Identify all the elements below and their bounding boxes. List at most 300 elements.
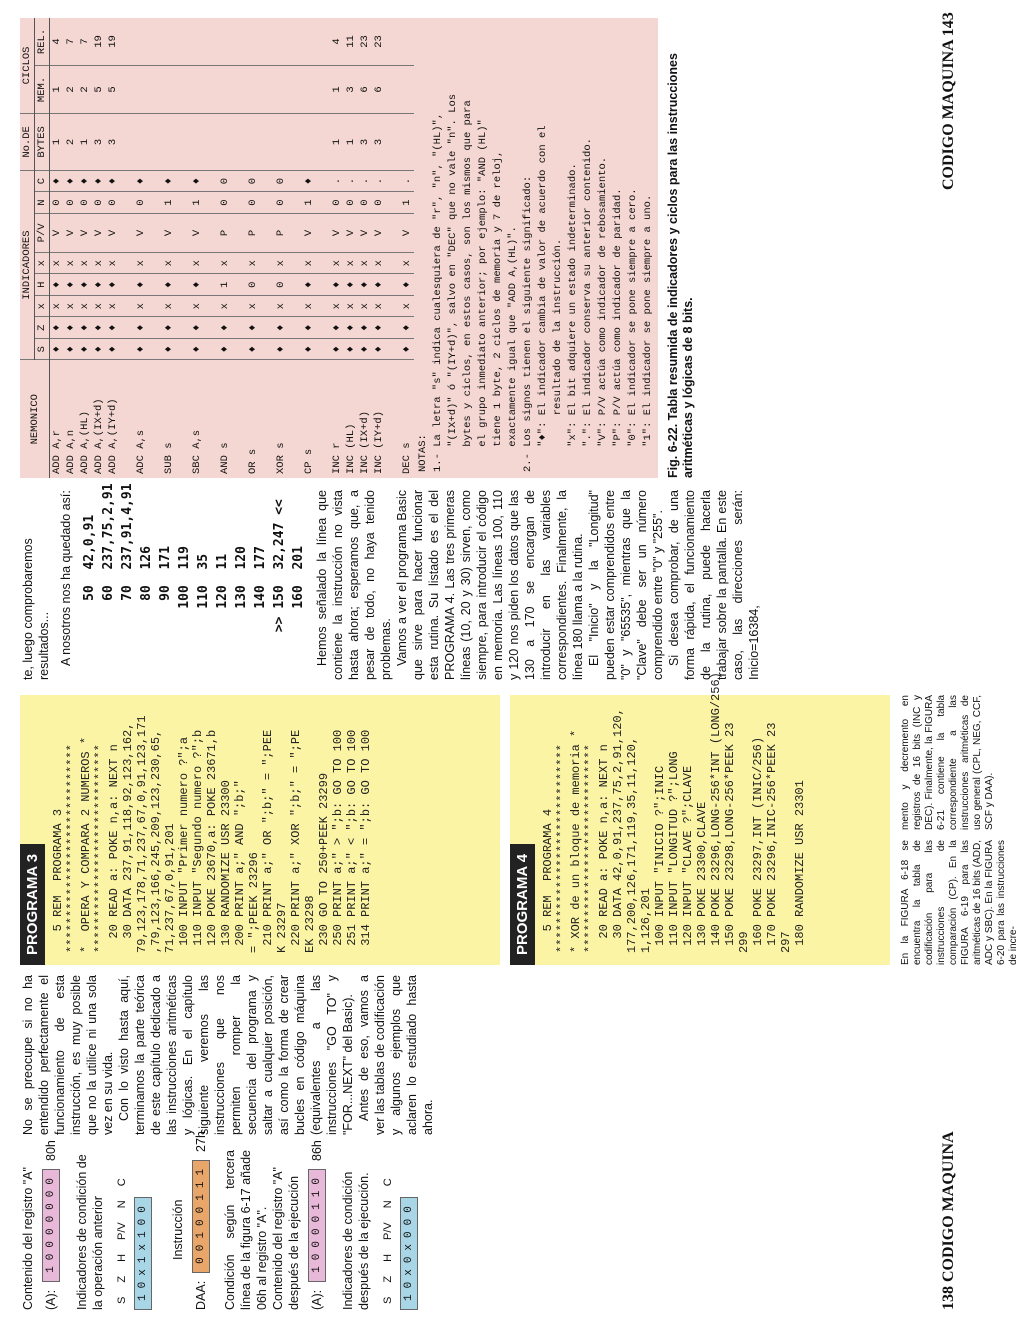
cell-flag (386, 295, 400, 316)
flag-names: S Z H P/V N C (116, 1178, 128, 1304)
cell-flag: x (162, 252, 176, 273)
cell-mnemonic: ADD A,(HL) (79, 410, 91, 474)
cell-flag (204, 213, 218, 252)
cell-flag: x (344, 295, 358, 316)
cell-flag: ♦ (64, 317, 78, 338)
table-row (260, 18, 274, 478)
cell-b (232, 113, 246, 170)
cell-flag (120, 338, 134, 359)
cell-rel (204, 18, 218, 65)
cell-flag: x (400, 252, 414, 273)
cell-mem (120, 65, 134, 113)
table-row (302, 18, 316, 478)
cell-flag (260, 252, 274, 273)
cell-mnemonic: INC (IX+d) (359, 410, 371, 474)
paragraph: Hemos señalado la línea que contiene la instrucción no vista hasta ahora; esperamos que, a pesar de todo, no haya tenido problemas. (315, 490, 393, 680)
cell-b (386, 113, 400, 170)
cell-flag: 0 (92, 192, 106, 213)
cell-mnemonic: XOR s (275, 442, 287, 474)
cell-flag (386, 317, 400, 338)
cell-flag: ♦ (400, 338, 414, 359)
daa-bits: 0 0 1 0 0 1 1 1 (192, 1160, 210, 1273)
cell-mem (274, 65, 288, 113)
cell-flag: x (372, 295, 386, 316)
cell-flag: V (134, 213, 148, 252)
cell-mnemonic: ADD A,(IX+d) (93, 398, 105, 474)
table-row (78, 18, 92, 478)
cell-flag (148, 295, 162, 316)
cell-flag (148, 338, 162, 359)
cell-b (260, 113, 274, 170)
left-page-footer: 138 CODIGO MAQUINA (940, 1131, 957, 1310)
cell-flag (176, 317, 190, 338)
cell-mnemonic: OR s (247, 448, 259, 474)
cell-flag: ♦ (302, 317, 316, 338)
cell-flag: ♦ (106, 170, 120, 191)
cell-flag (148, 213, 162, 252)
table-row (50, 18, 65, 478)
cell-flag: ♦ (302, 170, 316, 191)
cell-b (400, 113, 414, 170)
cell-flag (176, 192, 190, 213)
cell-flag (232, 338, 246, 359)
table-body (50, 18, 415, 478)
table-row (316, 18, 330, 478)
cell-b (288, 113, 302, 170)
cell-mem (162, 65, 176, 113)
cell-mnemonic: ADD A,n (65, 429, 77, 474)
cell-flag (386, 192, 400, 213)
cell-flag: V (50, 213, 65, 252)
cell-flag (316, 317, 330, 338)
cell-flag: P (218, 213, 232, 252)
cell-flag: ♦ (372, 338, 386, 359)
table-row (176, 18, 190, 478)
cell-flag: V (92, 213, 106, 252)
table-row (92, 18, 106, 478)
cell-flag: ♦ (344, 317, 358, 338)
cell-flag: x (246, 295, 260, 316)
cell-flag (288, 170, 302, 191)
table-row (134, 18, 148, 478)
cell-rel: 19 (92, 18, 106, 65)
cell-flag: V (190, 213, 204, 252)
cell-mem: 5 (106, 65, 120, 113)
cell-b: 1 (50, 113, 65, 170)
cell-rel (134, 18, 148, 65)
cell-flag: x (106, 252, 120, 273)
table-row (386, 18, 400, 478)
cell-flag (120, 295, 134, 316)
cell-flag (148, 274, 162, 295)
cell-flag (260, 213, 274, 252)
cell-flag (232, 213, 246, 252)
right-column-1 (20, 483, 990, 680)
cell-b: 1 (330, 113, 344, 170)
indicator-table-panel (20, 18, 990, 478)
cell-flag: ♦ (190, 338, 204, 359)
cell-flag: x (358, 295, 372, 316)
cell-flag: x (162, 295, 176, 316)
cell-flag: ♦ (190, 170, 204, 191)
cell-flag: x (302, 295, 316, 316)
cell-flag: 0 (274, 192, 288, 213)
cell-flag (204, 252, 218, 273)
cell-flag (176, 252, 190, 273)
cell-mnemonic (386, 360, 400, 478)
cell-mnemonic: AND s (219, 442, 231, 474)
cell-flag: ♦ (134, 317, 148, 338)
cell-flag (204, 295, 218, 316)
cell-flag (288, 317, 302, 338)
cell-flag: x (190, 252, 204, 273)
cell-flag (176, 213, 190, 252)
cell-b (120, 113, 134, 170)
cell-b (134, 113, 148, 170)
cell-rel (302, 18, 316, 65)
flags-caption: Indicadores de condición de la operación anterior (75, 1154, 105, 1310)
table-row (64, 18, 78, 478)
cell-flag: ♦ (190, 274, 204, 295)
left-column-2 (20, 975, 990, 1135)
cell-rel (400, 18, 414, 65)
cell-flag: 0 (344, 192, 358, 213)
cell-flag: ♦ (134, 338, 148, 359)
cell-flag (120, 192, 134, 213)
cell-flag: ♦ (92, 338, 106, 359)
cell-rel: 7 (78, 18, 92, 65)
cell-mem (134, 65, 148, 113)
cell-mnemonic (176, 360, 190, 478)
paragraph: A nosotros nos ha quedado así: (59, 490, 73, 666)
cell-flag: ♦ (344, 338, 358, 359)
cell-flag: . (400, 170, 414, 191)
cell-mnemonic (260, 360, 274, 478)
cell-mem (190, 65, 204, 113)
cell-flag: x (134, 252, 148, 273)
cell-flag: x (302, 252, 316, 273)
register-a-after: (A): 1 0 0 0 0 1 1 0 86h (310, 1140, 324, 1310)
cell-flag: ♦ (246, 317, 260, 338)
cell-flag: 0 (246, 170, 260, 191)
table-row (232, 18, 246, 478)
cell-flag (316, 170, 330, 191)
paragraph: Antes de eso, vamos a ver las tablas de codificación y algunos ejemplos que aclaren lo estudiado hasta ahora. (357, 975, 435, 1135)
cell-flag (260, 295, 274, 316)
cell-flag: ♦ (162, 317, 176, 338)
cell-flag (204, 192, 218, 213)
cell-b (274, 113, 288, 170)
cell-flag (260, 338, 274, 359)
cell-flag: ♦ (302, 274, 316, 295)
cell-flag: x (64, 252, 78, 273)
cell-rel (120, 18, 134, 65)
table-notes: NOTAS: 1.- La letra "s" indica cualesquiera de "r", "n", "(HL)", "(IX+d)" ó "(IY+d)", salvo en "DEC" que no vale "n". Los bytes y ciclos, en estos casos, son los mismos que para el grupo inmediato anterior; por ejemplo: "AND (HL)" tiene 1 byte, 2 ciclos de memoria y 7 de reloj, exactamente igual que "ADD A,(HL)". 2.- Los signos tienen el siguiente significado: "♦": El indicador cambia de valor de acuerdo con el resultado de la instrucción. "x": El bit adquiere un estado indeterminado. ".": El indicador conserva su anterior contenido. "V": P/V actúa como indicador de rebosamiento. "P": P/V actúa como indicador de paridad. "0": El indicador se pone siempre a cero. "1": El indicador se pone siempre a uno. (414, 18, 658, 478)
cell-mnemonic (288, 360, 302, 478)
cell-flag (148, 252, 162, 273)
cell-mem: 6 (372, 65, 386, 113)
cell-b (204, 113, 218, 170)
cell-rel (190, 18, 204, 65)
cell-flag: 0 (246, 192, 260, 213)
cell-flag: ♦ (274, 338, 288, 359)
cell-rel: 19 (106, 18, 120, 65)
cell-flag: ♦ (372, 317, 386, 338)
cell-flag: 0 (64, 192, 78, 213)
program-4-title: PROGRAMA 4 (510, 844, 535, 965)
cell-flag (120, 213, 134, 252)
cell-flag: ♦ (106, 274, 120, 295)
cell-mnemonic: ADD A,(IY+d) (107, 398, 119, 474)
cell-mnemonic: DEC s (401, 442, 413, 474)
cell-mem: 1 (50, 65, 65, 113)
cell-flag (316, 274, 330, 295)
cell-rel (232, 18, 246, 65)
cell-flag: ♦ (162, 338, 176, 359)
paragraph: El "Inicio" y la "Longitud" pueden estar comprendidos entre "0" y "65535", mientras que la "Clave" debe ser un número comprendido entre "0" y "255". (587, 490, 665, 680)
cell-flag: ♦ (92, 274, 106, 295)
cell-rel: 4 (50, 18, 65, 65)
cell-flag: ♦ (218, 338, 232, 359)
table-row (120, 18, 134, 478)
paragraph: Con lo visto hasta aquí, terminamos la parte teórica de este capítulo dedicado a las instrucciones aritméticas y lógicas. En el capítulo siguiente veremos las instrucciones que nos permiten romper la secuencia del programa y saltar a cualquier posición, así como la forma de crear bucles en código máquina (equivalentes a las instrucciones "GO TO" y "FOR...NEXT" del Basic). (117, 975, 355, 1135)
cell-rel (288, 18, 302, 65)
cell-flag: ♦ (330, 338, 344, 359)
cell-flag: 0 (218, 170, 232, 191)
cell-flag (232, 317, 246, 338)
paragraph: Si desea comprobar, de una forma rápida, el funcionamiento de la rutina, puede hacerla trabajar sobre la pantalla. En este caso, las direcciones serán: Inicio=16384, (667, 490, 761, 680)
cell-flag (288, 252, 302, 273)
cell-flag (288, 338, 302, 359)
register-bits-after: 1 0 0 0 0 1 1 0 (308, 1169, 326, 1282)
cell-mem (386, 65, 400, 113)
left-column-3 (900, 840, 1019, 965)
cell-mnemonic: INC (HL) (345, 423, 357, 474)
cell-flag (148, 170, 162, 191)
cell-flag: x (400, 295, 414, 316)
cell-rel: 23 (372, 18, 386, 65)
cell-flag: x (78, 252, 92, 273)
cell-mnemonic (148, 360, 162, 478)
cell-flag: V (372, 213, 386, 252)
cell-flag: . (330, 170, 344, 191)
flags-after: 1 0 x 0 x 0 0 0 (400, 1197, 418, 1310)
cell-flag: ♦ (78, 317, 92, 338)
cell-flag (260, 317, 274, 338)
cell-flag: ♦ (64, 274, 78, 295)
table-row (288, 18, 302, 478)
cell-flag: ♦ (274, 317, 288, 338)
cell-flag: V (330, 213, 344, 252)
cell-flag: x (78, 295, 92, 316)
cell-rel (148, 18, 162, 65)
cell-flag: 0 (330, 192, 344, 213)
indicator-table: NEMONICO INDICADORES No.DE CICLOS S Z x H x P/V N C BYTES MEM. REL. ADD A,r ♦ ♦ x ♦ x V 0 ♦ 1 1 4 ADD A,n ♦ ♦ x ♦ x V 0 ♦ 2 2 7 ADD A,(HL) ♦ ♦ x ♦ x V 0 ♦ 1 2 7 ADD A,(IX+d) ♦ ♦ x ♦ x V 0 ♦ 3 5 19 ADD A,(IY+d) ♦ ♦ x ♦ x V 0 ♦ 3 5 19 ADC A,s ♦ ♦ x ♦ x V 0 ♦ SUB s ♦ ♦ x ♦ x V 1 ♦ SBC A,s ♦ ♦ x ♦ x V 1 ♦ AND s ♦ ♦ x 1 x P 0 0 OR s ♦ ♦ x 0 x P 0 0 XOR s ♦ ♦ x 0 x P 0 0 CP s ♦ ♦ x ♦ x V 1 ♦ INC r ♦ ♦ x ♦ x V 0 . 1 1 4 INC (HL) ♦ ♦ x ♦ x V 0 . 1 3 11 INC (IX+d) ♦ ♦ x ♦ x V 0 . 3 6 23 INC (IY+d) ♦ ♦ x ♦ x V 0 . 3 6 23 DEC s ♦ ♦ x ♦ x V 1 . (20, 18, 414, 478)
cell-flag (386, 338, 400, 359)
table-row (400, 18, 414, 478)
col-indicators: INDICADORES (20, 170, 35, 360)
cell-flag: ♦ (162, 170, 176, 191)
cell-b (316, 113, 330, 170)
cell-mem: 6 (358, 65, 372, 113)
cond-text: Condición según tercera línea de la figura 6-17 añade 06h al registro "A". (223, 1150, 269, 1310)
cell-flag: x (372, 252, 386, 273)
cell-flag (316, 338, 330, 359)
cell-flag (204, 338, 218, 359)
cell-mnemonic (232, 360, 246, 478)
figure-caption: Fig. 6-22. Tabla resumida de indicadores y ciclos para las instrucciones aritméticas y lógicas de 8 bits. (666, 53, 695, 478)
cell-flag (260, 192, 274, 213)
cell-rel: 11 (344, 18, 358, 65)
cell-flag: ♦ (134, 274, 148, 295)
cell-flag (288, 274, 302, 295)
cell-mem (232, 65, 246, 113)
machine-code-listing: 50 42,0,91 60 237,75,2,91 70 237,91,4,91 80 126 90 171 100 119 110 35 120 11 130 120 140 177 >> 150 32,247 << 160 201 (82, 483, 306, 640)
cell-flag (288, 213, 302, 252)
table-row (330, 18, 344, 478)
cell-flag: x (344, 252, 358, 273)
reg-hex: 80h (44, 1140, 58, 1161)
cell-flag: x (246, 252, 260, 273)
cell-flag: 0 (274, 274, 288, 295)
cell-flag: x (106, 295, 120, 316)
cell-b (148, 113, 162, 170)
cell-b: 3 (358, 113, 372, 170)
cell-flag: ♦ (400, 317, 414, 338)
cell-flag (386, 252, 400, 273)
left-column-1 (20, 1131, 990, 1310)
cell-flag (176, 295, 190, 316)
cell-flag (288, 192, 302, 213)
cell-flag (176, 274, 190, 295)
cell-flag: ♦ (50, 338, 65, 359)
cell-flag: 1 (190, 192, 204, 213)
cell-flag: x (134, 295, 148, 316)
cell-flag (232, 274, 246, 295)
cell-b (302, 113, 316, 170)
cell-flag: ♦ (50, 170, 65, 191)
cell-b (218, 113, 232, 170)
flags-before: 1 0 x 1 x 1 0 0 (134, 1197, 152, 1310)
cell-flag: 1 (302, 192, 316, 213)
cell-flag: ♦ (344, 274, 358, 295)
cell-mem (302, 65, 316, 113)
cell-flag: x (50, 295, 65, 316)
cell-mem (204, 65, 218, 113)
cell-flag: x (50, 252, 65, 273)
cell-mnemonic: ADC A,s (135, 429, 147, 474)
cell-flag: V (344, 213, 358, 252)
cell-rel (386, 18, 400, 65)
cell-flag: 0 (106, 192, 120, 213)
table-row (218, 18, 232, 478)
cell-flag: x (190, 295, 204, 316)
cell-flag: 1 (218, 274, 232, 295)
program-3-title: PROGRAMA 3 (20, 844, 45, 965)
cell-flag: . (358, 170, 372, 191)
cell-flag (120, 274, 134, 295)
table-row (274, 18, 288, 478)
cell-flag: x (358, 252, 372, 273)
cell-mnemonic: ADD A,r (51, 429, 63, 474)
cell-flag: V (302, 213, 316, 252)
table-row (106, 18, 120, 478)
cell-flag: ♦ (246, 338, 260, 359)
cell-flag: 0 (78, 192, 92, 213)
cell-rel: 4 (330, 18, 344, 65)
cell-flag (386, 274, 400, 295)
cell-flag: V (64, 213, 78, 252)
cell-rel (218, 18, 232, 65)
cell-flag (176, 338, 190, 359)
cell-flag: 0 (358, 192, 372, 213)
cell-flag: 0 (134, 192, 148, 213)
cell-flag: V (106, 213, 120, 252)
cell-flag: ♦ (92, 170, 106, 191)
cell-mnemonic: CP s (303, 448, 315, 474)
cell-flag: P (246, 213, 260, 252)
cell-mem: 2 (64, 65, 78, 113)
cell-flag: ♦ (218, 317, 232, 338)
table-row (358, 18, 372, 478)
cell-flag (386, 213, 400, 252)
after-label: Contenido del registro "A" después de la ejecución (271, 1167, 301, 1310)
cell-flag: ♦ (358, 274, 372, 295)
cell-mem (218, 65, 232, 113)
flags-caption-2: Indicadores de condición después de la ejecución. (341, 1171, 371, 1310)
cell-flag (316, 192, 330, 213)
cell-b (190, 113, 204, 170)
cell-flag (232, 252, 246, 273)
cell-flag: 1 (400, 192, 414, 213)
cell-mnemonic (204, 360, 218, 478)
cell-flag (288, 295, 302, 316)
cell-mem: 5 (92, 65, 106, 113)
cell-flag (148, 317, 162, 338)
cell-flag: ♦ (330, 317, 344, 338)
cell-flag: x (274, 295, 288, 316)
instr-label: Instrucción (171, 1199, 185, 1260)
cell-flag (176, 170, 190, 191)
paragraph: En la FIGURA 6-18 se encuentra la tabla de codificación para las instrucciones de comparación (CP). En la FIGURA 6-19 para las aritméticas de 16 bits (ADD, ADC y SBC). En la FIGURA 6-20 para las instrucciones de incre- (900, 840, 1019, 965)
cell-flag (316, 295, 330, 316)
table-row (372, 18, 386, 478)
cell-mem (288, 65, 302, 113)
cell-flag: 1 (162, 192, 176, 213)
cell-flag (260, 274, 274, 295)
cell-flag (204, 317, 218, 338)
cell-b: 3 (106, 113, 120, 170)
table-row (148, 18, 162, 478)
cell-flag: x (274, 252, 288, 273)
col-ciclos: CICLOS (20, 18, 35, 113)
cell-flag (232, 295, 246, 316)
cell-flag: ♦ (78, 170, 92, 191)
cell-rel: 7 (64, 18, 78, 65)
cell-rel (162, 18, 176, 65)
cell-flag: ♦ (190, 317, 204, 338)
cell-flag (316, 252, 330, 273)
cell-flag: ♦ (78, 338, 92, 359)
cell-flag (260, 170, 274, 191)
cell-flag: ♦ (106, 338, 120, 359)
cell-flag: V (400, 213, 414, 252)
register-a-before (42, 1140, 60, 1310)
paragraph: mento y decremento en registros de 16 bits (INC y DEC). Finalmente, la FIGURA 6-21 contiene la tabla correspondiente a las instrucciones aritméticas de uso general (CPL, NEG, CCF, SCF y DAA). (900, 695, 995, 830)
cell-mnemonic (120, 360, 134, 478)
cell-mem (148, 65, 162, 113)
register-bits: 1 0 0 0 0 0 0 0 (42, 1169, 60, 1282)
